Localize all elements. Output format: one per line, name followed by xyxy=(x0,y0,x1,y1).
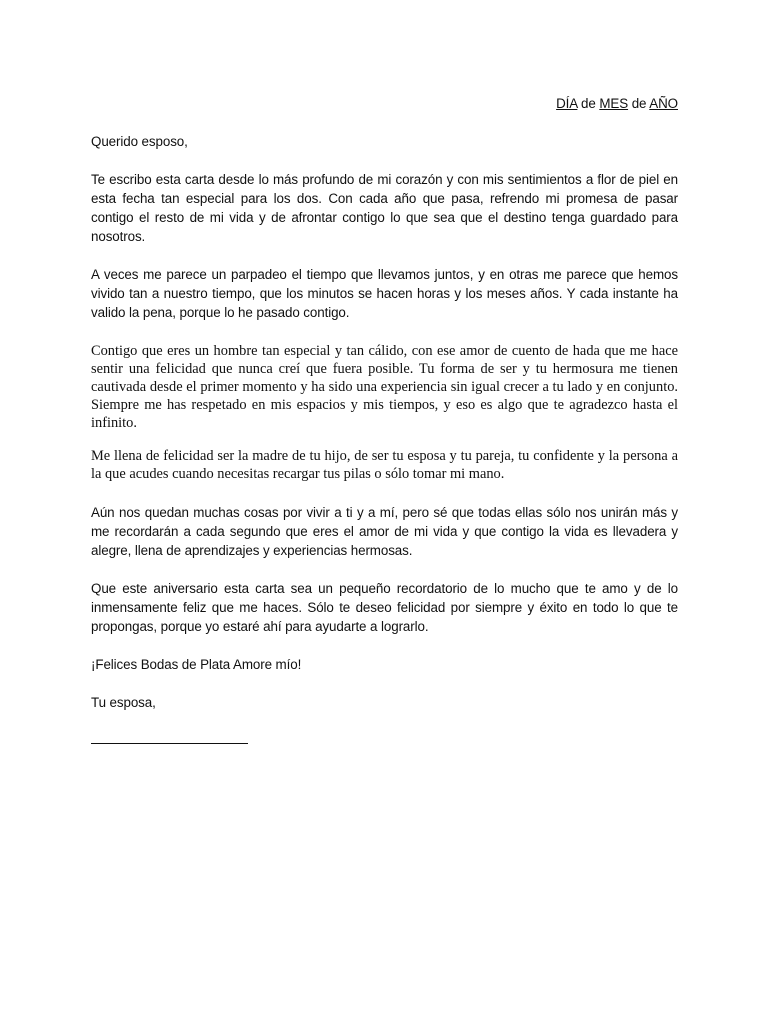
date-year: AÑO xyxy=(649,96,678,111)
paragraph: A veces me parece un parpadeo el tiempo que llevamos juntos, y en otras me parece que hemos vivido tan a nuestro tiempo, que los minutos se hacen horas y los meses años. Y cada instante ha valido la pena, porque lo he pasado contigo. xyxy=(91,267,678,320)
date-separator: de xyxy=(631,96,647,111)
date-separator: de xyxy=(581,96,596,111)
paragraph: Que este aniversario esta carta sea un pequeño recordatorio de lo mucho que te amo y de lo inmensamente feliz que me haces. Sólo te deseo felicidad por siempre y éxito en todo lo que te propongas, porque yo estaré ahí para ayudarte a lograrlo. xyxy=(91,581,678,634)
paragraph: Me llena de felicidad ser la madre de tu hijo, de ser tu esposa y tu pareja, tu confidente y la persona a la que acudes cuando necesitas recargar tus pilas o sólo tomar mi mano. xyxy=(91,448,678,482)
paragraph: Contigo que eres un hombre tan especial y tan cálido, con ese amor de cuento de hada que me hace sentir una felicidad que nunca creí que fuera posible. Tu forma de ser y tu hermosura me tienen cautivada desde el primer momento y ha sido una experiencia sin igual crecer a tu lado y en conjunto. Siempre me has respetado en mis espacios y mis tiempos, y eso es algo que te agradezco hasta el infinito. xyxy=(91,343,678,431)
greeting: Querido esposo, xyxy=(91,134,188,149)
paragraph: Te escribo esta carta desde lo más profundo de mi corazón y con mis sentimientos a flor de piel en esta fecha tan especial para los dos. Con cada año que pasa, refrendo mi promesa de pasar contigo el resto de mi vida y de afrontar contigo lo que sea que el destino tenga guardado para nosotros. xyxy=(91,172,678,244)
signature-line xyxy=(91,743,248,744)
signoff: Tu esposa, xyxy=(91,695,156,710)
date-month: MES xyxy=(599,96,629,111)
date-line xyxy=(556,94,678,113)
date-day: DÍA xyxy=(556,96,578,111)
closing-line: ¡Felices Bodas de Plata Amore mío! xyxy=(91,657,302,672)
paragraph: Aún nos quedan muchas cosas por vivir a ti y a mí, pero sé que todas ellas sólo nos unirán más y me recordarán a cada segundo que eres el amor de mi vida y que contigo la vida es llevadera y alegre, llena de aprendizajes y experiencias hermosas. xyxy=(91,505,678,558)
